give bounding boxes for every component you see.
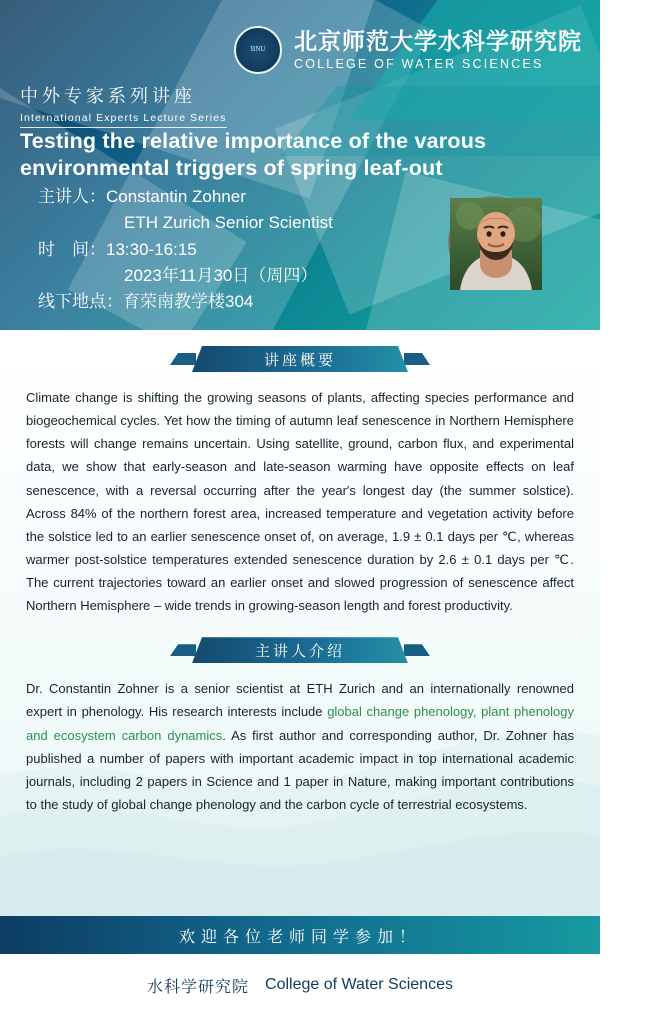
brand-text — [294, 29, 582, 71]
time-row — [38, 237, 333, 263]
brand-name-cn: 北京师范大学水科学研究院 — [294, 28, 582, 55]
speaker-row — [38, 184, 333, 210]
speaker-photo — [448, 196, 540, 288]
footer-org-cn: 水科学研究院 — [147, 976, 250, 996]
date-value: 2023年11月30日（周四） — [124, 266, 318, 286]
footer-org-en: College of Water Sciences — [265, 976, 453, 993]
time-value: 13:30-16:15 — [106, 239, 197, 259]
seal-label: BNU — [250, 45, 266, 54]
bio-part-1: Dr. Constantin Zohner is a senior scientist at ETH Zurich and an internationally renowned expert in phenology. His research interests include — [26, 681, 574, 720]
talk-info — [38, 184, 333, 316]
welcome-band — [0, 916, 600, 954]
abstract-title: 讲座概要 — [263, 350, 336, 369]
bio-part-2: . As first author and corresponding author, Dr. Zohner has published a number of papers with important academic impact in top international academic journals, including 2 papers in Science and 1 paper in Nature, making important contributions to the study of global change phenology and the carbon cycle of terrestrial ecosystems. — [26, 727, 575, 812]
series-tag — [20, 82, 227, 128]
bio-text — [26, 677, 574, 816]
bio-title: 主讲人介绍 — [254, 641, 345, 660]
time-label: 时 间： — [38, 239, 106, 260]
poster-header — [0, 0, 600, 330]
section-header-abstract — [192, 346, 408, 372]
speaker-label: 主讲人： — [38, 187, 106, 207]
abstract-text: Climate change is shifting the growing seasons of plants, affecting species performance and biogeochemical cycles. Yet how the timing of autumn leaf senescence in Northern Hemisphere forests will change remains uncertain. Using satellite, ground, carbon flux, and experimental data, we show that early-season and late-season warming have opposite effects on leaf senescence, with a reversal occurring after the year′s longest day (the summer solstice). Across 84% of the northern forest area, increased temperature and vegetation activity before the solstice led to an earlier senescence onset of, on average, 1.9 ± 0.1 days per ℃, whereas warmer post-solstice temperatures extended senescence duration by 2.6 ± 0.1 days per ℃. The current trajectories toward an earlier onset and slowed progression of senescence affect Northern Hemisphere – wide trends in growing-season length and forest productivity. — [26, 390, 574, 614]
university-brand — [234, 26, 582, 74]
series-title-en: International Experts Lecture Series — [20, 112, 227, 128]
footer-organization — [0, 954, 600, 1016]
series-title-cn: 中外专家系列讲座 — [20, 86, 196, 107]
speaker-affiliation: ETH Zurich Senior Scientist — [124, 213, 333, 233]
date-row — [38, 263, 333, 289]
speaker-affiliation-row — [38, 210, 333, 236]
venue-label: 线下地点： — [38, 292, 123, 313]
university-seal-icon — [234, 26, 282, 74]
venue-row — [38, 289, 333, 315]
bio-highlight: global change phenology, plant phenology and ecosystem carbon dynamics — [26, 704, 574, 743]
section-header-bio — [192, 637, 408, 663]
venue-value: 育荣南教学楼304 — [123, 292, 254, 312]
poster-body — [0, 346, 600, 916]
speaker-name: Constantin Zohner — [106, 187, 246, 206]
talk-title: Testing the relative importance of the varous environmental triggers of spring leaf-out — [20, 129, 487, 180]
welcome-text: 欢迎各位老师同学参加！ — [178, 926, 421, 946]
brand-name-en: COLLEGE OF WATER SCIENCES — [294, 57, 544, 72]
